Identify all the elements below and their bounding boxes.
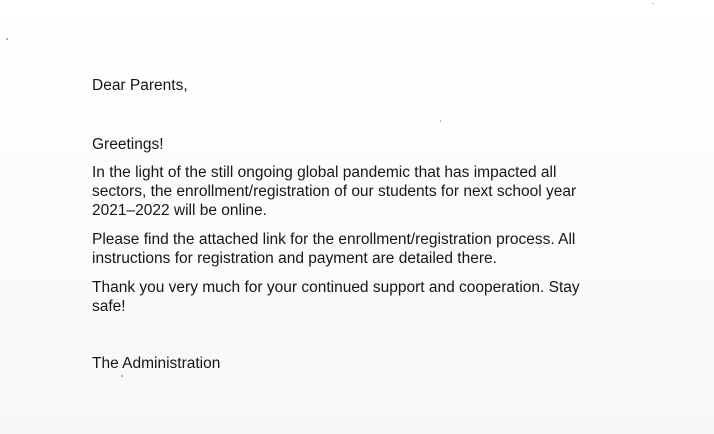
paragraph-1-line-1: In the light of the still ongoing global pandemic that has impacted all [92,164,557,181]
paragraph-3-line-2: safe! [92,298,126,315]
scan-speck [652,3,654,4]
paragraph-1-line-3: 2021–2022 will be online. [92,202,267,219]
scan-speck [121,375,123,377]
paragraph-2-line-2: instructions for registration and payment are detailed there. [92,250,497,267]
paragraph-1-line-2: sectors, the enrollment/registration of our students for next school year [92,183,577,200]
signature: The Administration [92,355,221,372]
paragraph-2-line-1: Please find the attached link for the enrollment/registration process. All [92,231,576,248]
greeting: Greetings! [92,136,164,153]
salutation: Dear Parents, [92,77,188,94]
scan-speck [440,120,441,122]
paragraph-3-line-1: Thank you very much for your continued support and cooperation. Stay [92,279,580,296]
scan-speck [6,38,8,40]
